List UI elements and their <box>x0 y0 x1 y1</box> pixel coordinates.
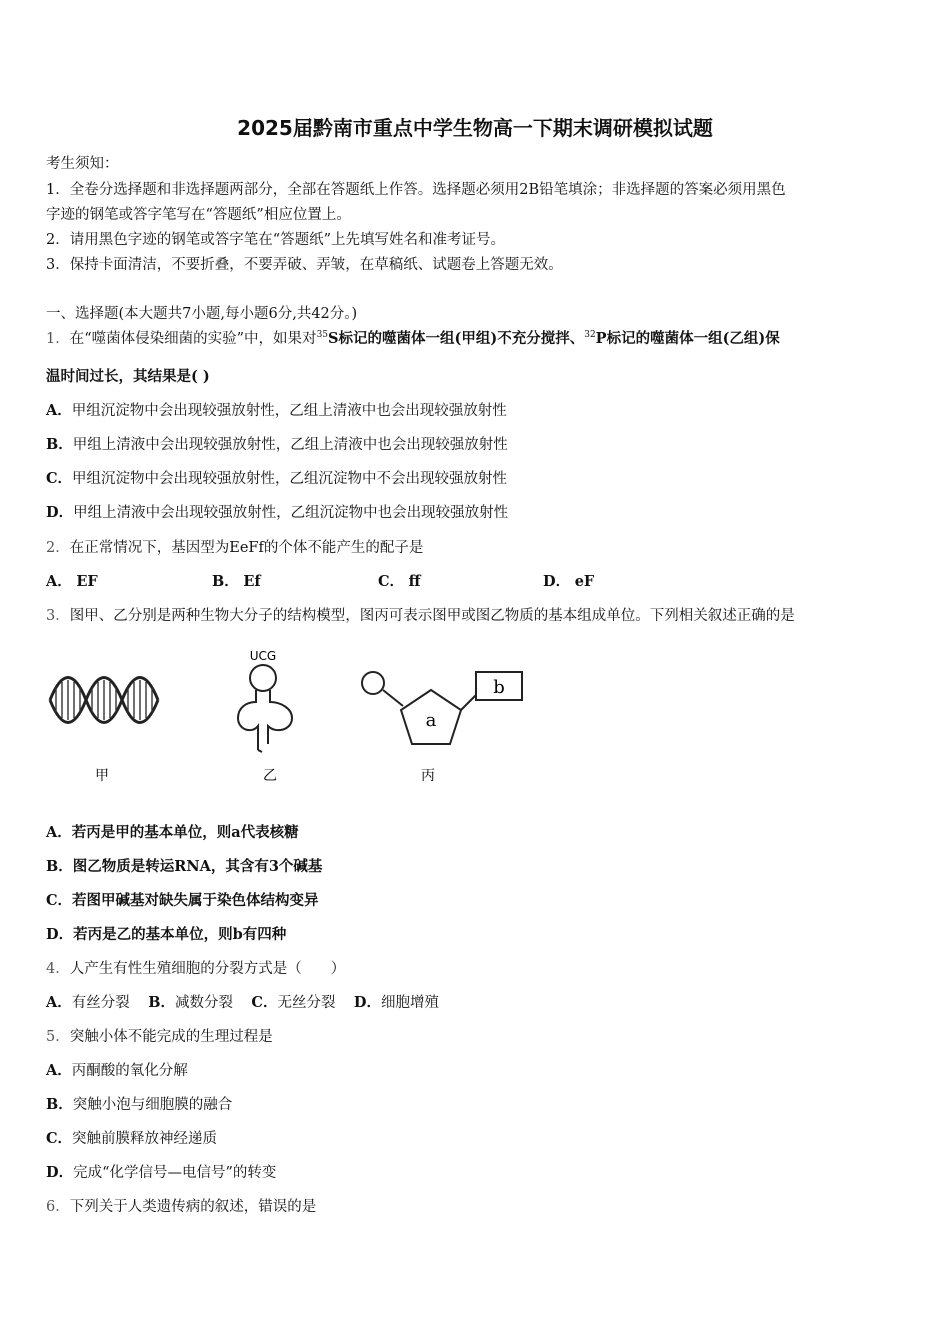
option-c: C．甲组沉淀物中会出现较强放射性，乙组沉淀物中不会出现较强放射性 <box>46 470 508 487</box>
question-2: 2．在正常情况下，基因型为EeFf的个体不能产生的配子是 <box>46 540 424 556</box>
question-5: 5．突触小体不能完成的生理过程是 <box>46 1029 273 1045</box>
box-label: b <box>493 677 505 698</box>
option-d: D．完成“化学信号—电信号”的转变 <box>46 1164 277 1181</box>
notice-item: 字迹的钢笔或答字笔写在“答题纸”相应位置上。 <box>46 207 351 223</box>
notice-item: 3．保持卡面清洁，不要折叠，不要弄破、弄皱，在草稿纸、试题卷上答题无效。 <box>46 257 563 273</box>
question-1-cont: 温时间过长，其结果是( ) <box>46 368 210 385</box>
dna-helix-icon <box>50 678 158 723</box>
trna-icon <box>238 665 292 752</box>
question-number: 5． <box>46 1029 70 1045</box>
question-number: 1． <box>46 331 70 347</box>
notice-item: 1．全卷分选择题和非选择题两部分，全部在答题纸上作答。选择题必须用2B铅笔填涂；非选择题的答案必须用黑色 <box>46 182 786 198</box>
option-c: C．若图甲碱基对缺失属于染色体结构变异 <box>46 892 319 909</box>
figure-label-bing: 丙 <box>421 768 435 784</box>
option-b: B．图乙物质是转运RNA，其含有3个碱基 <box>46 858 323 875</box>
option-d: D．若丙是乙的基本单位，则b有四种 <box>46 926 287 943</box>
figure-label-jia: 甲 <box>95 768 109 784</box>
notice-item: 2．请用黑色字迹的钢笔或答字笔在“答题纸”上先填写姓名和准考证号。 <box>46 232 506 248</box>
question-number: 2． <box>46 540 70 556</box>
option-b: B． Ef <box>212 573 261 590</box>
question-number: 3． <box>46 608 70 624</box>
pentagon-label: a <box>425 710 437 731</box>
anticodon-label: UCG <box>249 649 277 663</box>
question-4: 4．人产生有性生殖细胞的分裂方式是（ ） <box>46 961 346 977</box>
option-c: C．突触前膜释放神经递质 <box>46 1130 218 1147</box>
option-b: B．突触小泡与细胞膜的融合 <box>46 1096 233 1113</box>
section-heading: 一、选择题(本大题共7小题,每小题6分,共42分。) <box>46 306 358 322</box>
option-a: A．若丙是甲的基本单位，则a代表核糖 <box>46 824 299 841</box>
figure-label-yi: 乙 <box>263 768 277 784</box>
option-d: D．甲组上清液中会出现较强放射性，乙组沉淀物中也会出现较强放射性 <box>46 504 509 521</box>
option-a: A． EF <box>46 573 98 590</box>
option-b: B．甲组上清液中会出现较强放射性，乙组上清液中也会出现较强放射性 <box>46 436 508 453</box>
option-a: A．甲组沉淀物中会出现较强放射性，乙组上清液中也会出现较强放射性 <box>46 402 507 419</box>
option-a: A．丙酮酸的氧化分解 <box>46 1062 188 1079</box>
page-title: 2025届黔南市重点中学生物高一下期末调研模拟试题 <box>237 116 713 140</box>
question-1: 1．在“噬菌体侵染细菌的实验”中，如果对$^{35}$S标记的噬菌体一组(甲组)不充分搅拌、$^{32}$P标记的噬菌体一组(乙组)保 <box>46 330 780 347</box>
structure-figure <box>40 640 560 790</box>
option-d: D． eF <box>543 573 595 590</box>
question-number: 6． <box>46 1199 70 1215</box>
question-3: 3．图甲、乙分别是两种生物大分子的结构模型，图丙可表示图甲或图乙物质的基本组成单位。下列相关叙述正确的是 <box>46 608 795 624</box>
option-c: C． ff <box>378 573 421 590</box>
notice-heading: 考生须知： <box>46 156 119 172</box>
options-row: A．有丝分裂 B．减数分裂 C．无丝分裂 D．细胞增殖 <box>46 994 439 1011</box>
question-number: 4． <box>46 961 70 977</box>
question-6: 6．下列关于人类遗传病的叙述，错误的是 <box>46 1199 317 1215</box>
